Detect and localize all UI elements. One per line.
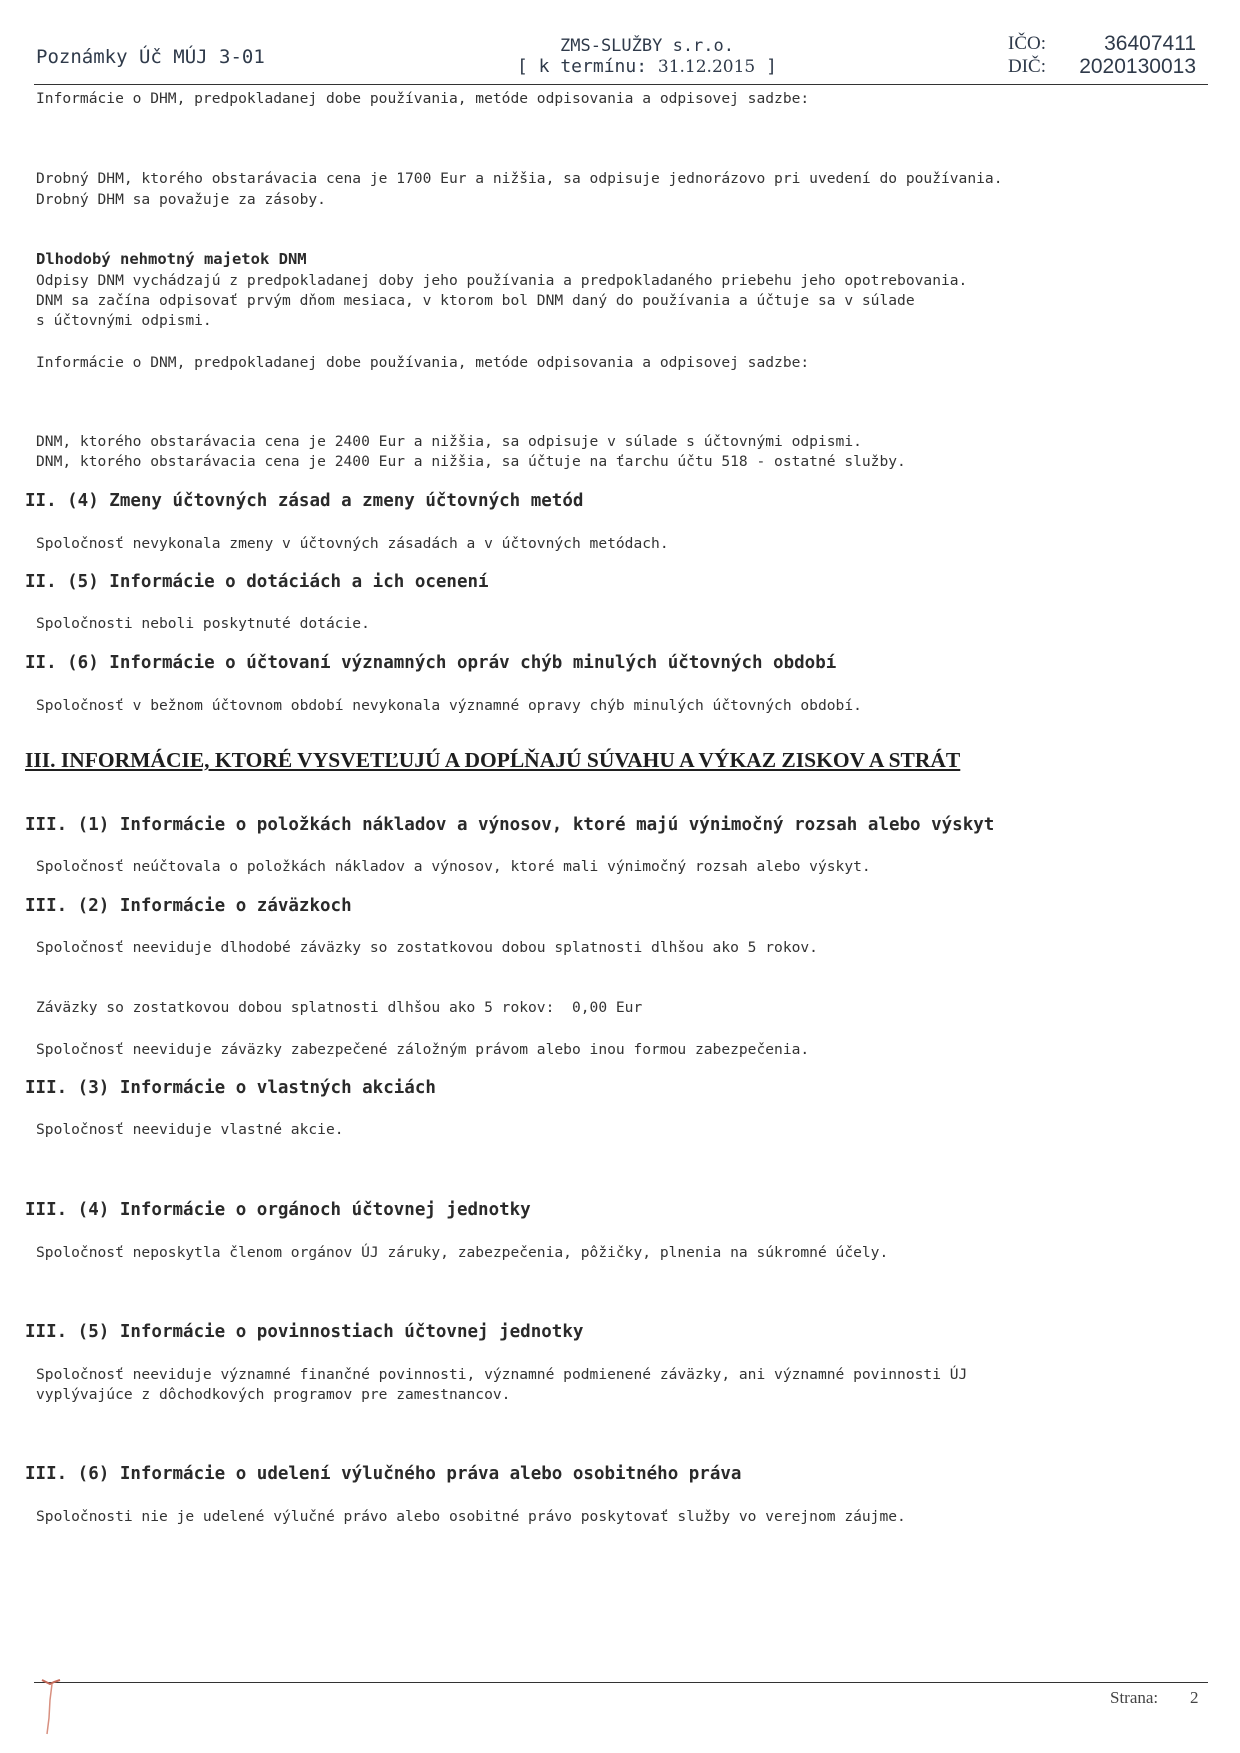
ico-label: IČO:	[1008, 33, 1046, 54]
dnm-paragraph-1: Odpisy DNM vychádzajú z predpokladanej doby jeho používania a predpokladaného priebehu jeho opotrebovania.	[36, 272, 968, 289]
period-date-prefix: [ k termínu:	[517, 56, 648, 77]
section-iii-2-text-1: Spoločnosť neeviduje dlhodobé záväzky so zostatkovou dobou splatnosti dlhšou ako 5 rokov.	[36, 939, 818, 956]
liabilities-label: Záväzky so zostatkovou dobou splatnosti dlhšou ako 5 rokov:	[36, 999, 555, 1016]
section-heading: II. (5) Informácie o dotáciách a ich ocenení	[25, 572, 489, 592]
ico-value: 36407411	[1104, 32, 1196, 55]
section-iii-6-text: Spoločnosti nie je udelené výlučné právo alebo osobitné právo poskytovať služby vo verejnom záujme.	[36, 1508, 906, 1525]
dnm-heading: Dlhodobý nehmotný majetok DNM	[36, 250, 307, 268]
dnm-paragraph-2: DNM sa začína odpisovať prvým dňom mesiaca, v ktorom bol DNM daný do používania a účtuje sa v súlade	[36, 292, 915, 309]
section-iii-3-text: Spoločnosť neeviduje vlastné akcie.	[36, 1121, 344, 1138]
page-label: Strana:	[1110, 1688, 1159, 1707]
section-iii-2-text-2: Spoločnosť neeviduje záväzky zabezpečené záložným právom alebo inou formou zabezpečenia.	[36, 1041, 810, 1058]
section-heading: II. (4) Zmeny účtovných zásad a zmeny účtovných metód	[25, 491, 584, 511]
dhm-info-line: Informácie o DHM, predpokladanej dobe používania, metóde odpisovania a odpisovej sadzbe:	[36, 90, 810, 107]
pen-mark-icon	[40, 1678, 64, 1738]
period-date	[517, 56, 777, 77]
section-iii-5-heading: III. (5) Informácie o povinnostiach účtovnej jednotky	[25, 1322, 584, 1342]
section-iii-1-heading: III. (1) Informácie o položkách nákladov a výnosov, ktoré majú výnimočný rozsah alebo výskyt	[25, 815, 995, 835]
dhm-paragraph-1: Drobný DHM, ktorého obstarávacia cena je 1700 Eur a nižšia, sa odpisuje jednorázovo pri uvedení do používania.	[36, 170, 1003, 187]
section-iii-2-heading: III. (2) Informácie o záväzkoch	[25, 896, 352, 916]
document-title: Poznámky Úč MÚJ 3-01	[36, 46, 265, 68]
section-iii-6-heading: III. (6) Informácie o udelení výlučného práva alebo osobitného práva	[25, 1464, 742, 1484]
section-iii-4-heading: III. (4) Informácie o orgánoch účtovnej jednotky	[25, 1200, 531, 1220]
section-iii-5-text-2: vyplývajúce z dôchodkových programov pre zamestnancov.	[36, 1386, 511, 1403]
dnm-paragraph-4: DNM, ktorého obstarávacia cena je 2400 Eur a nižšia, sa odpisuje v súlade s účtovnými odpismi.	[36, 433, 862, 450]
liabilities-over-5-years	[36, 998, 642, 1018]
period-date-value: 31.12.2015	[657, 57, 756, 77]
liabilities-value: 0,00 Eur	[571, 999, 643, 1016]
section-iii-5-text-1: Spoločnosť neeviduje významné finančné povinnosti, významné podmienené záväzky, ani významné povinnosti ÚJ	[36, 1366, 968, 1383]
company-name: ZMS-SLUŽBY s.r.o.	[560, 36, 734, 56]
period-date-suffix: ]	[766, 56, 777, 77]
dhm-paragraph-2: Drobný DHM sa považuje za zásoby.	[36, 191, 326, 208]
section-text: Spoločnosť nevykonala zmeny v účtovných zásadách a v účtovných metódach.	[36, 535, 669, 552]
section-text: Spoločnosť v bežnom účtovnom období nevykonala významné opravy chýb minulých účtovných období.	[36, 697, 862, 714]
dnm-paragraph-3: s účtovnými odpismi.	[36, 312, 212, 329]
page-number: 2	[1190, 1688, 1199, 1707]
section-heading: II. (6) Informácie o účtovaní významných opráv chýb minulých účtovných období	[25, 653, 837, 673]
section-iii-4-text: Spoločnosť neposkytla členom orgánov ÚJ záruky, zabezpečenia, pôžičky, plnenia na súkromné účely.	[36, 1244, 889, 1261]
dic-value: 2020130013	[1079, 55, 1196, 78]
header-divider	[34, 84, 1208, 85]
section-iii-3-heading: III. (3) Informácie o vlastných akciách	[25, 1078, 436, 1098]
dnm-info-line: Informácie o DNM, predpokladanej dobe používania, metóde odpisovania a odpisovej sadzbe:	[36, 354, 810, 371]
dnm-paragraph-5: DNM, ktorého obstarávacia cena je 2400 Eur a nižšia, sa účtuje na ťarchu účtu 518 - ostatné služby.	[36, 453, 906, 470]
footer-divider	[34, 1682, 1208, 1683]
section-iii-1-text: Spoločnosť neúčtovala o položkách nákladov a výnosov, ktoré mali výnimočný rozsah alebo výskyt.	[36, 858, 871, 875]
dic-label: DIČ:	[1008, 56, 1046, 77]
section-iii-title: III. INFORMÁCIE, KTORÉ VYSVETĽUJÚ A DOPĹŇAJÚ SÚVAHU A VÝKAZ ZISKOV A STRÁT	[25, 748, 961, 772]
section-text: Spoločnosti neboli poskytnuté dotácie.	[36, 615, 370, 632]
